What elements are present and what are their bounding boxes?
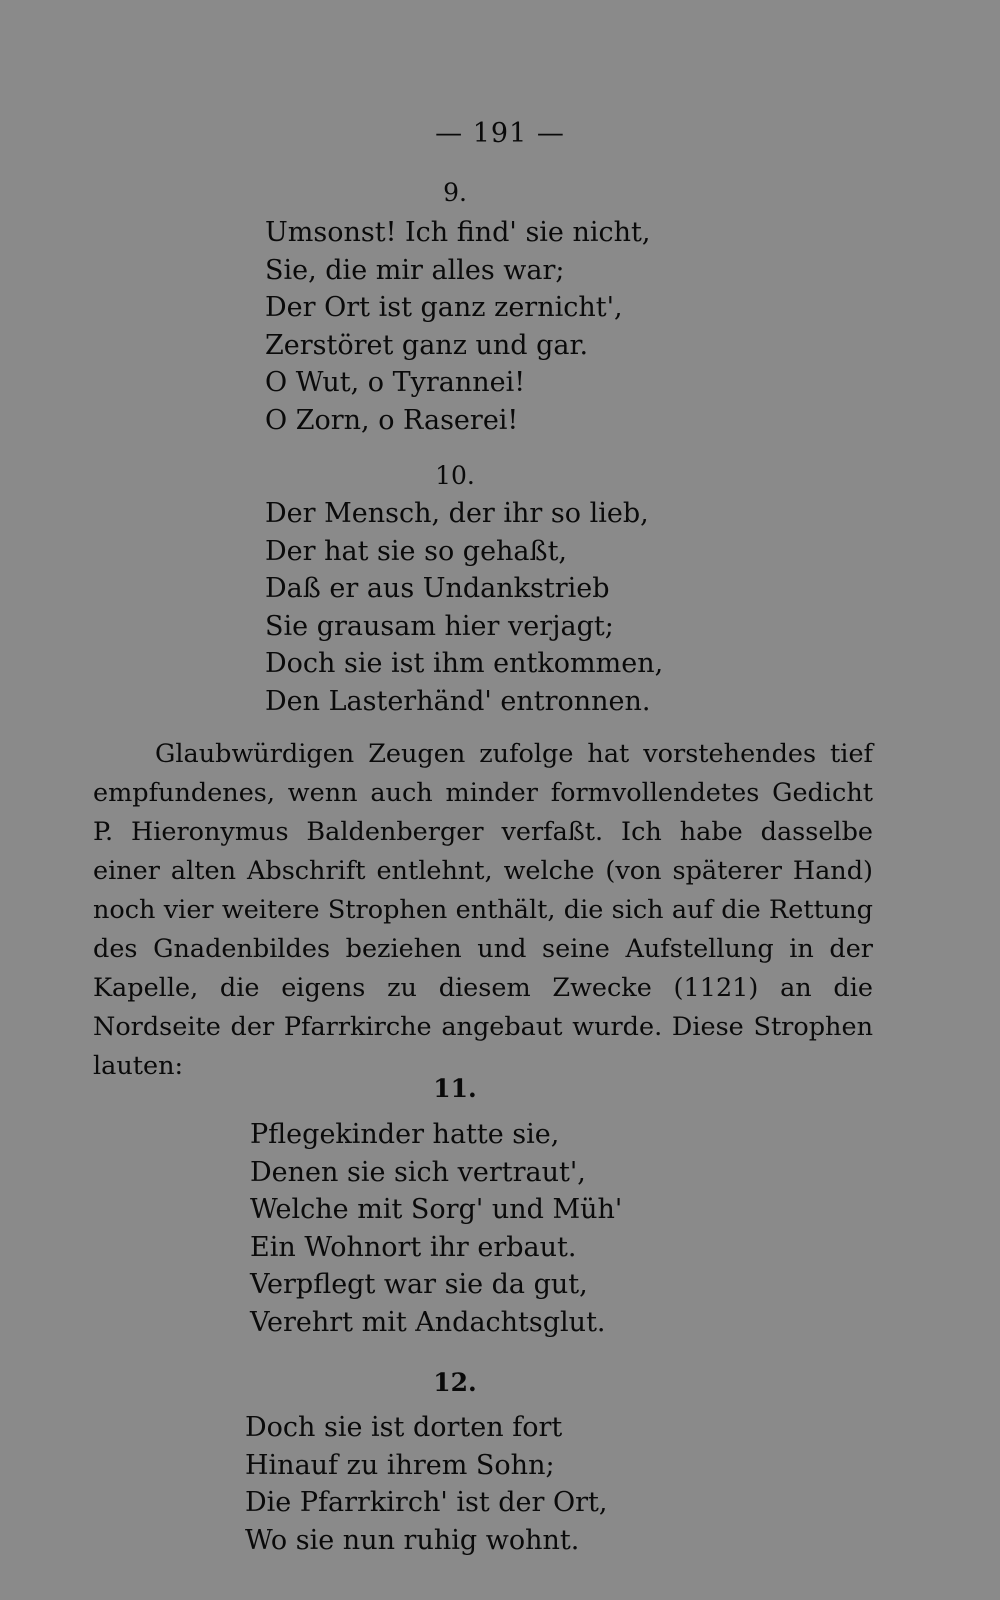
stanza-line: Welche mit Sorg' und Müh' bbox=[250, 1194, 623, 1225]
stanza-line: Zerstöret ganz und gar. bbox=[265, 329, 589, 361]
stanza-number: 11. bbox=[433, 1074, 477, 1103]
stanza-line: Umsonst! Ich find' sie nicht, bbox=[265, 217, 651, 248]
stanza-line: Daß er aus Undankstrieb bbox=[265, 573, 610, 604]
stanza-line: Doch sie ist dorten fort bbox=[245, 1412, 563, 1443]
stanza bbox=[245, 1409, 607, 1559]
stanza-line: Der Ort ist ganz zernicht', bbox=[265, 292, 623, 323]
prose-paragraph: Glaubwürdigen Zeugen zufolge hat vorstehendes tief empfundenes, wenn auch minder formvollendetes Gedicht P. Hieronymus Baldenberger verfaßt. Ich habe dasselbe einer alten Abschrift entlehnt, welche (von späterer Hand) noch vier weitere Strophen enthält, die sich auf die Rettung des Gnadenbildes beziehen und seine Aufstellung in der Kapelle, die eigens zu diesem Zwecke (1121) an die Nordseite der Pfarrkirche angebaut wurde. Diese Strophen lauten: bbox=[93, 739, 873, 1081]
stanza-line: Den Lasterhänd' entronnen. bbox=[265, 685, 651, 717]
stanza-line: Die Pfarrkirch' ist der Ort, bbox=[245, 1487, 608, 1518]
stanza-line: Sie, die mir alles war; bbox=[265, 254, 565, 286]
stanza-line: Wo sie nun ruhig wohnt. bbox=[245, 1524, 580, 1556]
stanza-line: O Wut, o Tyrannei! bbox=[265, 367, 526, 398]
stanza-number: 12. bbox=[433, 1368, 477, 1397]
stanza-line: Hinauf zu ihrem Sohn; bbox=[245, 1449, 555, 1481]
stanza-line: Doch sie ist ihm entkommen, bbox=[265, 648, 664, 679]
stanza-line: Sie grausam hier verjagt; bbox=[265, 610, 614, 642]
stanza-line: Der Mensch, der ihr so lieb, bbox=[265, 498, 649, 529]
page-number: — 191 — bbox=[435, 118, 565, 149]
stanza-number: 10. bbox=[435, 461, 475, 490]
stanza bbox=[250, 1116, 622, 1341]
stanza-line: Pflegekinder hatte sie, bbox=[250, 1119, 560, 1150]
stanza bbox=[265, 495, 663, 720]
stanza-line: Der hat sie so gehaßt, bbox=[265, 535, 567, 567]
stanza-line: Verpflegt war sie da gut, bbox=[250, 1269, 588, 1300]
stanza-number: 9. bbox=[443, 178, 467, 207]
stanza-line: Verehrt mit Andachtsglut. bbox=[250, 1306, 606, 1338]
stanza-line: O Zorn, o Raserei! bbox=[265, 404, 519, 436]
stanza-line: Ein Wohnort ihr erbaut. bbox=[250, 1231, 577, 1263]
stanza-line: Denen sie sich vertraut', bbox=[250, 1156, 586, 1188]
stanza bbox=[265, 214, 650, 439]
